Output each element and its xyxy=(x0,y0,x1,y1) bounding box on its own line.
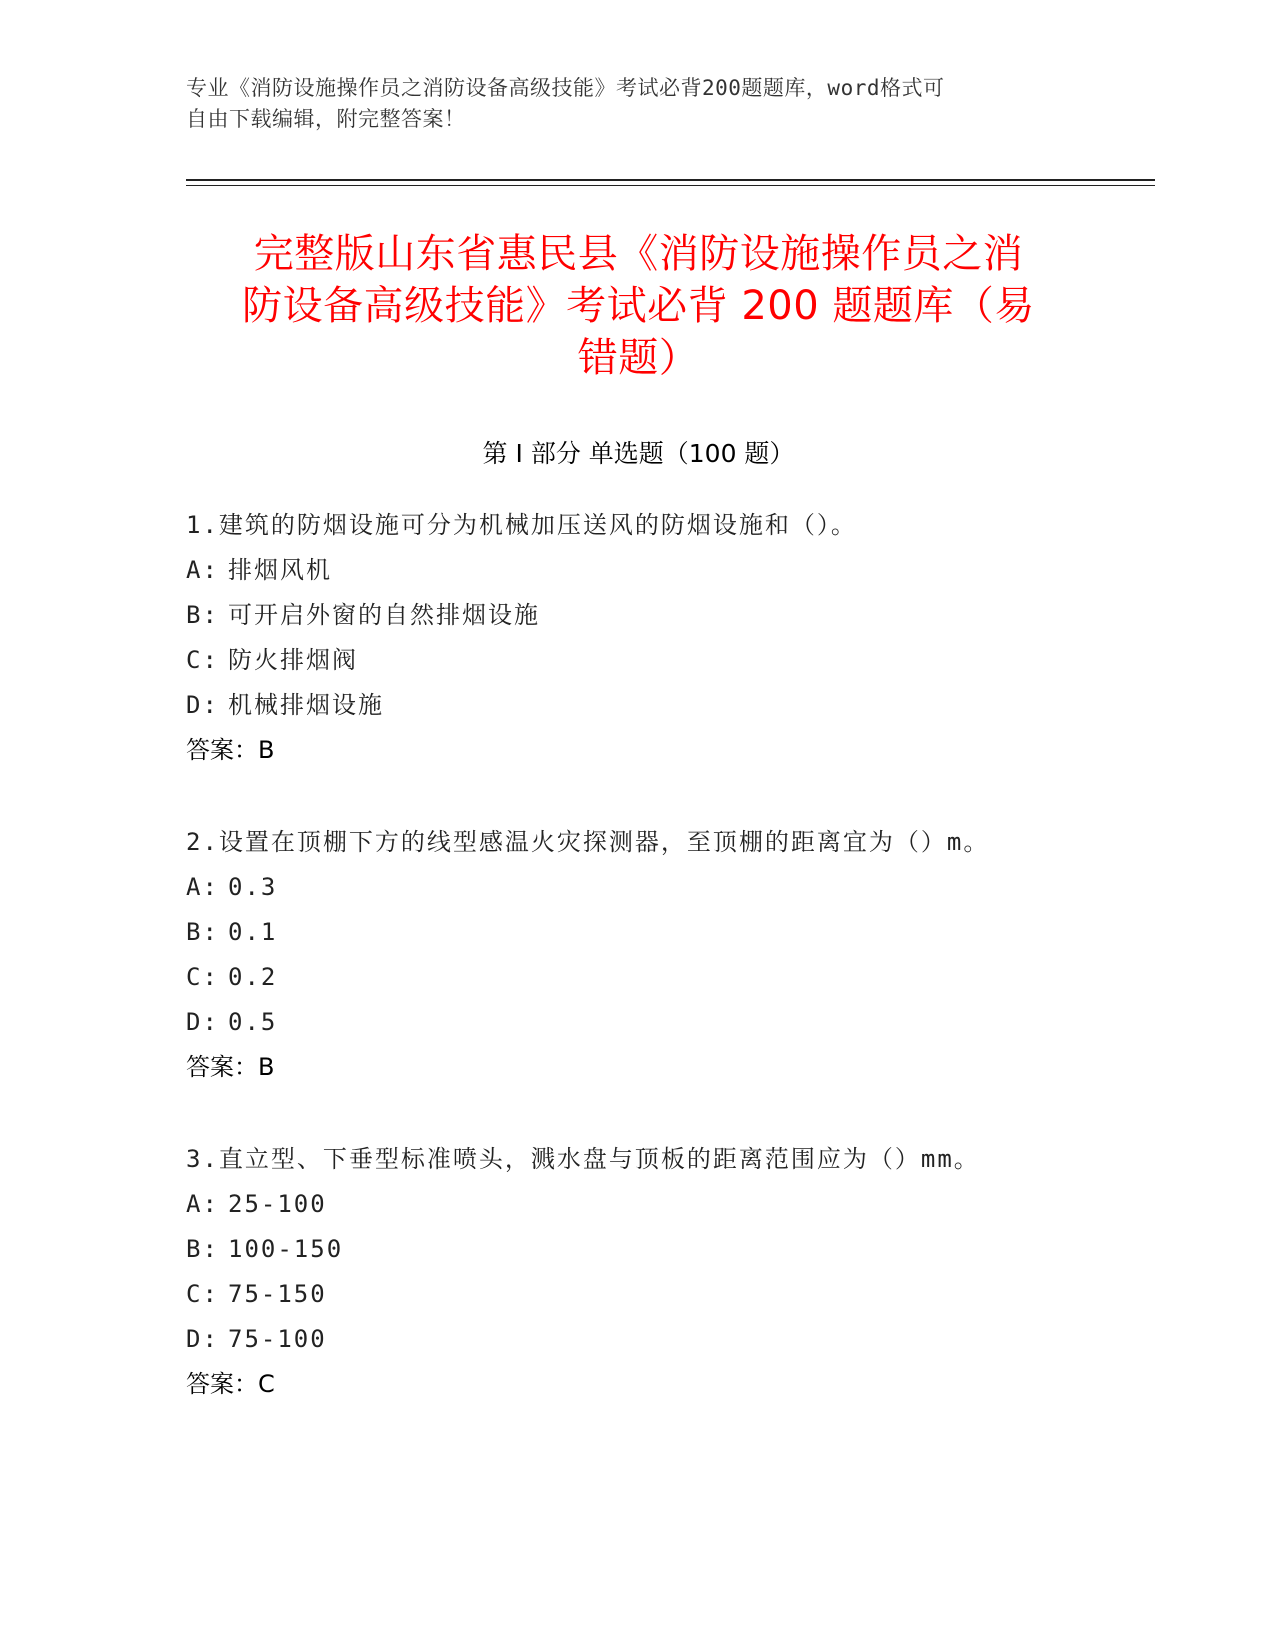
option-d xyxy=(186,1317,1106,1362)
option-key: C: xyxy=(186,963,219,991)
question-1 xyxy=(186,503,1106,773)
option-a xyxy=(186,548,1106,593)
option-b xyxy=(186,1227,1106,1272)
option-text: 机械排烟设施 xyxy=(228,691,384,719)
option-key: C: xyxy=(186,646,219,674)
answer: 答案：B xyxy=(186,736,275,764)
answer: 答案：B xyxy=(186,1053,275,1081)
option-text: 可开启外窗的自然排烟设施 xyxy=(228,601,540,629)
option-b xyxy=(186,910,1106,955)
option-text: 25-100 xyxy=(228,1190,327,1218)
answer: 答案：C xyxy=(186,1370,275,1398)
option-key: D: xyxy=(186,1008,219,1036)
header-note-line-1: 专业《消防设施操作员之消防设备高级技能》考试必背200题题库，word格式可 xyxy=(186,76,945,100)
option-key: B: xyxy=(186,601,219,629)
question-stem: 2.设置在顶棚下方的线型感温火灾探测器，至顶棚的距离宜为（）m。 xyxy=(186,828,990,856)
option-text: 100-150 xyxy=(228,1235,344,1263)
question-stem: 1.建筑的防烟设施可分为机械加压送风的防烟设施和（）。 xyxy=(186,511,857,539)
option-text: 75-150 xyxy=(228,1280,327,1308)
header-note xyxy=(186,73,1066,135)
option-text: 75-100 xyxy=(228,1325,327,1353)
option-a xyxy=(186,1182,1106,1227)
option-key: A: xyxy=(186,1190,219,1218)
header-divider-thin xyxy=(186,185,1155,186)
option-key: B: xyxy=(186,1235,219,1263)
document-title-line-3: 错题） xyxy=(577,335,700,381)
option-text: 0.5 xyxy=(228,1008,278,1036)
option-c xyxy=(186,638,1106,683)
document-title xyxy=(186,228,1091,384)
option-text: 0.2 xyxy=(228,963,278,991)
option-text: 防火排烟阀 xyxy=(228,646,358,674)
option-c xyxy=(186,1272,1106,1317)
option-a xyxy=(186,865,1106,910)
question-stem: 3.直立型、下垂型标准喷头，溅水盘与顶板的距离范围应为（）mm。 xyxy=(186,1145,980,1173)
option-key: D: xyxy=(186,691,219,719)
header-divider-thick xyxy=(186,179,1155,181)
question-2 xyxy=(186,820,1106,1090)
option-c xyxy=(186,955,1106,1000)
option-key: B: xyxy=(186,918,219,946)
option-text: 0.1 xyxy=(228,918,278,946)
document-title-line-1: 完整版山东省惠民县《消防设施操作员之消 xyxy=(253,231,1024,277)
option-d xyxy=(186,1000,1106,1045)
option-key: C: xyxy=(186,1280,219,1308)
option-text: 0.3 xyxy=(228,873,278,901)
question-3 xyxy=(186,1137,1106,1407)
option-key: D: xyxy=(186,1325,219,1353)
section-title: 第 I 部分 单选题（100 题） xyxy=(482,439,795,468)
option-b xyxy=(186,593,1106,638)
option-d xyxy=(186,683,1106,728)
option-key: A: xyxy=(186,873,219,901)
option-text: 排烟风机 xyxy=(228,556,332,584)
header-note-line-2: 自由下载编辑，附完整答案！ xyxy=(186,107,466,131)
option-key: A: xyxy=(186,556,219,584)
document-title-line-2: 防设备高级技能》考试必背 200 题题库（易 xyxy=(242,283,1035,329)
